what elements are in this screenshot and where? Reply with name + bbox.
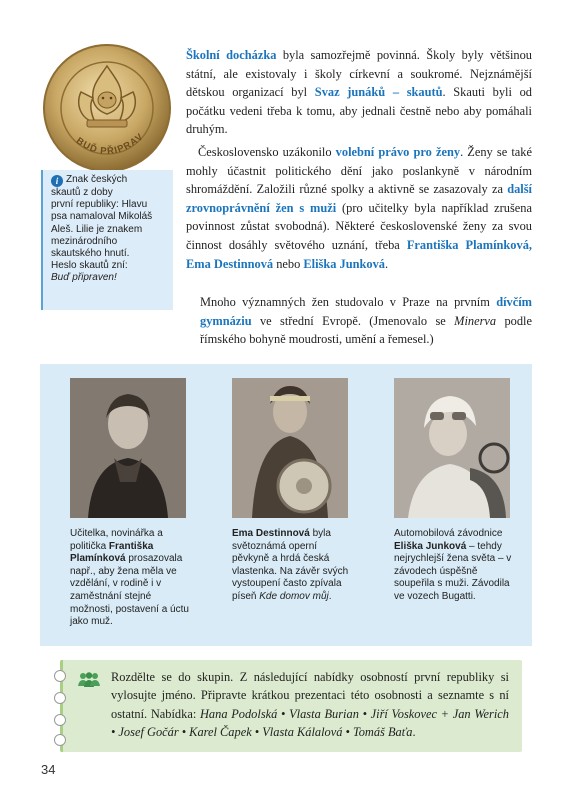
text-run: . [328, 590, 332, 602]
paragraph-women-rights [186, 143, 532, 273]
group-task-box [60, 660, 522, 752]
highlighted-term: další zrovnoprávnění žen s muži [186, 182, 532, 215]
text-run: Učitelka, novinářka a politička [70, 528, 163, 552]
binder-ring [54, 670, 66, 682]
bold-name: Eliška Junková [394, 540, 467, 552]
task-text [111, 668, 509, 742]
text-run: . Skauti byli od počátku vedeni třeba k tomu, aby jednali čestně nebo aby pomáhali druhým. [186, 85, 532, 137]
text-run: (pro učitelky byla například zrušena povinnost zůstat svobodná). Některé československé ženy za svou činnost dosáhly světového uznání, třeba [186, 200, 532, 252]
sidebar-line: Heslo skautů zní: [51, 260, 128, 272]
text-run: Automobilová závodnice [394, 528, 503, 539]
bold-name: Františka Plamínková [70, 540, 154, 565]
italic-text: Kde domov můj [259, 590, 329, 602]
paragraph-minerva-wrap [40, 293, 532, 349]
paragraph-school [186, 46, 532, 139]
highlighted-term: Františka Plamínková, Ema Destinnová [186, 237, 532, 271]
scout-motto: Buď připraven! [51, 272, 117, 284]
binder-ring [54, 692, 66, 704]
sidebar-line: skautů z doby [51, 187, 113, 198]
highlighted-term: Školní docházka [186, 48, 277, 62]
text-run: Československo uzákonilo [198, 144, 336, 159]
photo-junkova [394, 378, 510, 518]
group-icon [77, 672, 101, 688]
info-icon: i [51, 175, 63, 187]
text-run: byla světoznámá operní pěvkyně a hrdá česká vlastenka. Na závěr svých vystoupení často zpívala píseň [232, 528, 349, 602]
paragraph-minerva [40, 293, 532, 349]
highlighted-term: dívčím gymnáziu [200, 295, 532, 328]
text-run: byla samozřejmě povinná. Školy byly většinou státní, ale existovaly i školy církevní a soukromé. Nejznámější dětskou organizací byl [186, 48, 532, 100]
highlighted-term: Eliška Junková [303, 256, 385, 271]
text-run: – tehdy nejrychlejší žena světa – v závodech úspěšně soupeřila s muži. Závodila ve vozech Bugatti. [394, 540, 512, 602]
sidebar-line: psa namaloval Mikoláš [51, 211, 153, 223]
binder-ring [54, 714, 66, 726]
binder-ring [54, 734, 66, 746]
caption-plaminkova [70, 528, 194, 629]
text-run: . [412, 725, 416, 740]
bold-name: Ema Destinnová [232, 528, 310, 539]
sidebar-line: skautského hnutí. [51, 248, 130, 260]
text-run: nebo [273, 256, 304, 271]
highlighted-term: volební právo pro ženy [335, 144, 461, 159]
text-run: ve střední Evropě. (Jmenovalo se [251, 313, 455, 328]
caption-destinnova [232, 528, 356, 604]
scout-badge-image [41, 42, 173, 174]
highlighted-term: Svaz junáků – skautů [314, 85, 443, 100]
sidebar-line: Aleš. Lilie je znakem [51, 223, 143, 235]
sidebar-line: první republiky: Hlavu [51, 199, 148, 211]
main-text [186, 46, 532, 277]
caption-junkova [394, 528, 518, 604]
badge-info-box [41, 170, 173, 310]
italic-text: Hana Podolská • Vlasta Burian • Jiří Voskovec + Jan Werich • Josef Gočár • Karel Čapek • Vlasta Kálalová • Tomáš Baťa [111, 706, 509, 740]
text-run: podle římského bohyně moudrosti, umění a řemesel.) [200, 313, 532, 347]
photo-plaminkova [70, 378, 186, 518]
text-run: prosazovala např., aby žena měla ve vzdělání, v rodině i v zaměstnání stejné možnosti, postavení a úctu jako muž. [70, 553, 189, 628]
photo-destinnova [232, 378, 348, 518]
text-run: . [385, 256, 389, 271]
page-number: 34 [41, 762, 56, 777]
text-run: Mnoho významných žen studovalo v Praze na prvním [200, 295, 497, 309]
badge-ring-text: BUĎ PŘIPRAV [73, 131, 146, 158]
sidebar-line: Znak českých [66, 174, 128, 185]
sidebar-line: mezinárodního [51, 235, 118, 247]
italic-text: Minerva [454, 313, 497, 328]
portrait-gallery [40, 364, 532, 646]
text-run: Rozdělte se do skupin. Z následující nabídky osobností první republiky si vylosujte jméno. Připravte krátkou prezentaci této osobnosti a seznamte s ní ostatní. Nabídka: [111, 670, 509, 721]
text-run: . Ženy se také mohly účastnit politického dění jako poslankyně v národním shromáždění. Založili různé spolky a aktivně se zasazovaly za [186, 144, 532, 197]
